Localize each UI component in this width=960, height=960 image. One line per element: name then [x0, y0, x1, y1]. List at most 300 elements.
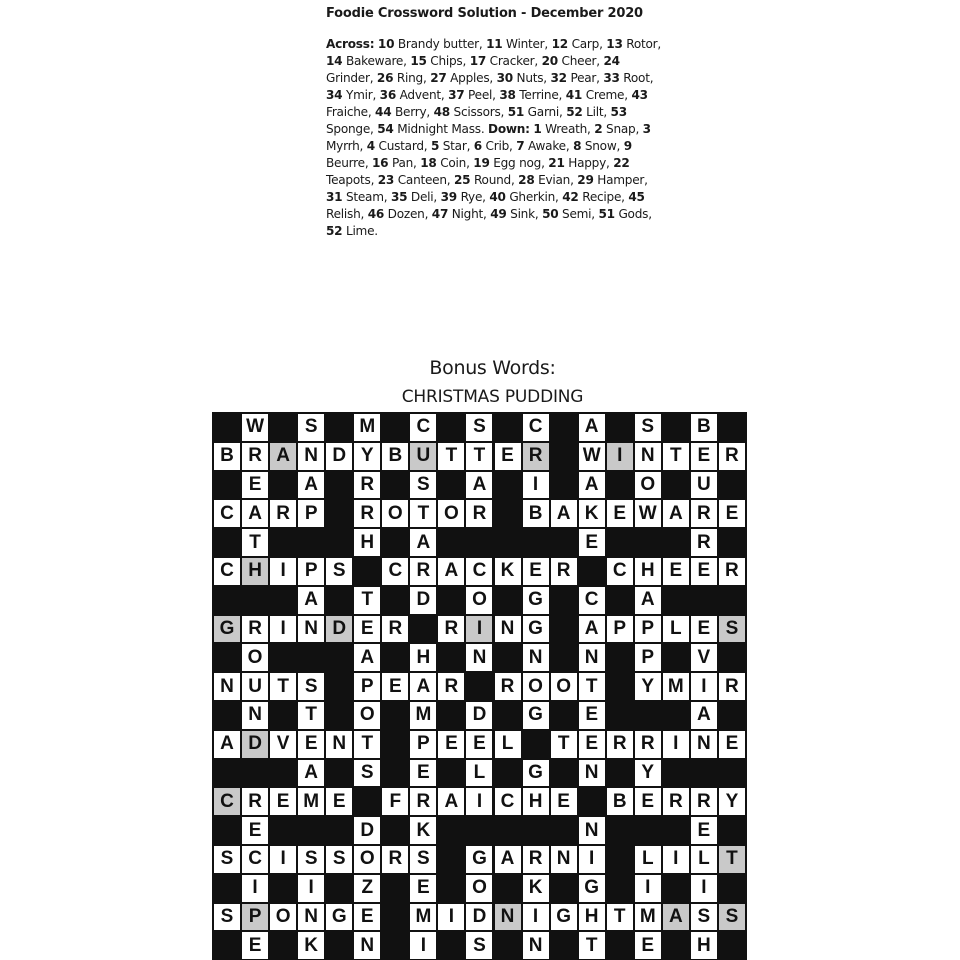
- grid-cell: E: [719, 731, 745, 758]
- grid-cell: T: [410, 500, 436, 527]
- clue-number: 17: [469, 54, 487, 68]
- grid-cell: G: [523, 587, 549, 614]
- grid-cell: M: [410, 904, 436, 931]
- clue-number: 37: [448, 88, 465, 102]
- clue-number: 46: [367, 207, 385, 221]
- grid-cell: V: [691, 644, 717, 671]
- grid-cell: G: [551, 904, 577, 931]
- grid-cell: S: [410, 846, 436, 873]
- grid-cell: A: [270, 443, 296, 470]
- grid-cell: T: [354, 731, 380, 758]
- grid-cell: A: [214, 731, 240, 758]
- grid-cell: B: [382, 443, 408, 470]
- clue-answer: Round: [473, 173, 511, 187]
- clue-number: 10: [377, 37, 395, 51]
- grid-cell: R: [719, 443, 745, 470]
- grid-cell: V: [270, 731, 296, 758]
- grid-cell: E: [719, 500, 745, 527]
- clue-number: 51: [507, 105, 525, 119]
- grid-cell: R: [466, 500, 492, 527]
- grid-cell: S: [466, 414, 492, 441]
- clue-number: 8: [573, 139, 582, 153]
- grid-cell: K: [410, 817, 436, 844]
- grid-cell: E: [410, 760, 436, 787]
- clue-number: 49: [490, 207, 507, 221]
- grid-cell: S: [466, 932, 492, 959]
- grid-cell: R: [495, 673, 521, 700]
- grid-cell: Y: [354, 443, 380, 470]
- clue-answer: Custard: [378, 139, 424, 153]
- clue-number: 31: [326, 190, 343, 204]
- grid-cell: T: [354, 587, 380, 614]
- clue-number: 36: [379, 88, 397, 102]
- clue-number: 52: [566, 105, 583, 119]
- grid-cell: P: [298, 558, 324, 585]
- grid-cell: R: [382, 616, 408, 643]
- grid-cell: Y: [635, 760, 661, 787]
- grid-cell: A: [466, 472, 492, 499]
- clue-answer: Cheer: [561, 54, 597, 68]
- clue-number: 21: [548, 156, 565, 170]
- grid-cell: O: [438, 500, 464, 527]
- clue-answer: Scissors: [453, 105, 501, 119]
- grid-cell: A: [579, 414, 605, 441]
- grid-cell: O: [242, 644, 268, 671]
- grid-cell: A: [495, 846, 521, 873]
- clue-answer: Lilt: [586, 105, 604, 119]
- grid-cell: R: [242, 616, 268, 643]
- clue-number: 42: [562, 190, 579, 204]
- grid-cell: T: [438, 443, 464, 470]
- grid-cell: A: [410, 673, 436, 700]
- grid-cell: S: [326, 846, 352, 873]
- clue-answer: Garni: [527, 105, 559, 119]
- grid-cell: S: [719, 904, 745, 931]
- grid-cell: A: [298, 472, 324, 499]
- grid-cell: P: [635, 644, 661, 671]
- grid-cell: N: [298, 904, 324, 931]
- clue-answer: Advent: [399, 88, 441, 102]
- solution-title: Foodie Crossword Solution - December 2020: [326, 6, 643, 21]
- clue-answer: Midnight Mass.: [397, 122, 485, 136]
- grid-cell: R: [607, 731, 633, 758]
- clue-number: 14: [326, 54, 343, 68]
- clue-number: 4: [366, 139, 375, 153]
- grid-cell: H: [523, 788, 549, 815]
- clue-answer: Coin: [440, 156, 467, 170]
- clue-number: 23: [377, 173, 395, 187]
- clue-number: 51: [598, 207, 615, 221]
- grid-cell: L: [466, 760, 492, 787]
- grid-cell: T: [579, 932, 605, 959]
- grid-cell: H: [410, 644, 436, 671]
- grid-cell: S: [298, 414, 324, 441]
- grid-cell: N: [523, 932, 549, 959]
- clue-answer: Crib: [485, 139, 510, 153]
- section-label: Down:: [488, 122, 530, 136]
- clue-number: 16: [372, 156, 389, 170]
- clue-number: 40: [489, 190, 506, 204]
- grid-cell: H: [242, 558, 268, 585]
- grid-cell: E: [579, 529, 605, 556]
- grid-cell: I: [663, 846, 689, 873]
- clue-number: 27: [430, 71, 447, 85]
- clue-answer: Bakeware: [345, 54, 404, 68]
- grid-cell: L: [691, 846, 717, 873]
- clue-number: 13: [606, 37, 623, 51]
- clue-answer: Canteen: [397, 173, 447, 187]
- clue-answer: Egg nog: [493, 156, 542, 170]
- grid-cell: B: [214, 443, 240, 470]
- clue-number: 34: [326, 88, 343, 102]
- grid-cell: N: [495, 904, 521, 931]
- grid-cell: E: [298, 731, 324, 758]
- clue-answer: Gods: [618, 207, 649, 221]
- grid-cell: O: [354, 702, 380, 729]
- grid-cell: E: [242, 932, 268, 959]
- clue-number: 41: [565, 88, 583, 102]
- grid-cell: O: [382, 500, 408, 527]
- clue-answer: Beurre: [326, 156, 365, 170]
- grid-cell: R: [551, 558, 577, 585]
- grid-cell: I: [438, 904, 464, 931]
- clue-answer: Recipe: [582, 190, 622, 204]
- grid-cell: A: [551, 500, 577, 527]
- grid-cell: D: [326, 443, 352, 470]
- clue-answer: Terrine: [519, 88, 559, 102]
- grid-cell: N: [635, 443, 661, 470]
- grid-cell: T: [270, 673, 296, 700]
- grid-cell: D: [410, 587, 436, 614]
- grid-cell: K: [523, 875, 549, 902]
- clue-number: 5: [430, 139, 440, 153]
- clue-answer: Gherkin: [509, 190, 556, 204]
- grid-cell: E: [579, 731, 605, 758]
- grid-cell: H: [691, 932, 717, 959]
- clue-number: 28: [518, 173, 535, 187]
- grid-cell: I: [270, 846, 296, 873]
- clue-number: 6: [473, 139, 482, 153]
- clue-number: 22: [613, 156, 630, 170]
- grid-cell: H: [354, 529, 380, 556]
- grid-cell: G: [523, 760, 549, 787]
- clue-answer: Deli: [410, 190, 434, 204]
- clue-number: 19: [473, 156, 490, 170]
- grid-cell: N: [579, 644, 605, 671]
- grid-cell: R: [354, 472, 380, 499]
- grid-cell: B: [607, 788, 633, 815]
- grid-cell: O: [466, 587, 492, 614]
- grid-cell: C: [523, 414, 549, 441]
- grid-cell: A: [579, 472, 605, 499]
- grid-cell: G: [466, 846, 492, 873]
- grid-cell: C: [214, 788, 240, 815]
- grid-cell: E: [691, 817, 717, 844]
- grid-cell: E: [691, 558, 717, 585]
- clue-answer: Snow: [584, 139, 617, 153]
- grid-cell: A: [354, 644, 380, 671]
- grid-cell: R: [242, 788, 268, 815]
- clue-number: 54: [377, 122, 394, 136]
- clue-answer: Winter: [506, 37, 545, 51]
- grid-cell: T: [663, 443, 689, 470]
- grid-cell: U: [242, 673, 268, 700]
- grid-cell: S: [635, 414, 661, 441]
- clue-answer: Rye: [460, 190, 483, 204]
- clue-answer: Hamper: [597, 173, 645, 187]
- clue-number: 52: [326, 224, 343, 238]
- grid-cell: B: [523, 500, 549, 527]
- clue-number: 48: [433, 105, 450, 119]
- clue-answer: Myrrh: [326, 139, 360, 153]
- clue-answer: Pan: [391, 156, 414, 170]
- clue-answer: Grinder: [326, 71, 370, 85]
- grid-cell: T: [607, 904, 633, 931]
- grid-cell: K: [579, 500, 605, 527]
- grid-cell: S: [214, 904, 240, 931]
- clue-answer: Carp: [571, 37, 600, 51]
- grid-cell: G: [523, 702, 549, 729]
- grid-cell: S: [298, 673, 324, 700]
- grid-cell: I: [691, 673, 717, 700]
- grid-cell: N: [579, 760, 605, 787]
- grid-cell: A: [691, 702, 717, 729]
- grid-cell: N: [214, 673, 240, 700]
- clue-answer: Happy: [568, 156, 606, 170]
- clue-answer: Snap: [606, 122, 636, 136]
- grid-cell: I: [270, 558, 296, 585]
- grid-cell: P: [607, 616, 633, 643]
- grid-cell: O: [551, 673, 577, 700]
- grid-cell: T: [242, 529, 268, 556]
- grid-cell: B: [691, 414, 717, 441]
- grid-cell: I: [607, 443, 633, 470]
- grid-cell: M: [635, 904, 661, 931]
- grid-cell: N: [551, 846, 577, 873]
- grid-cell: C: [466, 558, 492, 585]
- grid-cell: N: [691, 731, 717, 758]
- grid-cell: R: [691, 529, 717, 556]
- grid-cell: R: [410, 558, 436, 585]
- grid-cell: O: [354, 846, 380, 873]
- grid-cell: T: [466, 443, 492, 470]
- clue-answer: Ymir: [345, 88, 373, 102]
- grid-cell: M: [410, 702, 436, 729]
- grid-cell: C: [214, 500, 240, 527]
- grid-cell: C: [495, 788, 521, 815]
- grid-cell: R: [691, 500, 717, 527]
- grid-cell: G: [523, 616, 549, 643]
- grid-cell: A: [298, 760, 324, 787]
- clue-number: 33: [603, 71, 620, 85]
- grid-cell: N: [466, 644, 492, 671]
- clue-answer: Peel: [468, 88, 493, 102]
- bonus-words-heading: Bonus Words:: [429, 357, 556, 379]
- grid-cell: M: [298, 788, 324, 815]
- grid-cell: K: [298, 932, 324, 959]
- grid-cell: E: [635, 788, 661, 815]
- clue-answer: Semi: [562, 207, 592, 221]
- clue-number: 15: [410, 54, 427, 68]
- clue-answer: Sponge: [326, 122, 371, 136]
- crossword-grid: [213, 413, 746, 960]
- grid-cell: E: [410, 875, 436, 902]
- grid-cell: E: [607, 500, 633, 527]
- grid-cell: E: [663, 558, 689, 585]
- clue-number: 11: [486, 37, 503, 51]
- clue-answer: Sink: [510, 207, 535, 221]
- grid-cell: E: [354, 904, 380, 931]
- grid-cell: I: [270, 616, 296, 643]
- grid-cell: L: [663, 616, 689, 643]
- grid-cell: E: [382, 673, 408, 700]
- clue-number: 53: [610, 105, 627, 119]
- clue-answer: Evian: [538, 173, 571, 187]
- clue-answer: Chips: [430, 54, 463, 68]
- grid-cell: G: [214, 616, 240, 643]
- grid-cell: O: [523, 673, 549, 700]
- clue-answer: Fraiche: [326, 105, 368, 119]
- grid-cell: D: [326, 616, 352, 643]
- solution-clues: Across: 10 Brandy butter, 11 Winter, 12 Carp, 13 Rotor, 14 Bakeware, 15 Chips, 17 Cracker, 20 Cheer, 24 Grinder, 26 Ring, 27 Apples, 30 Nuts, 32 Pear, 33 Root, 34 Ymir, 36 Advent, 37 Peel, 38 Terrine, 41 Creme, 43 Fraiche, 44 Berry, 48 Scissors, 51 Garni, 52 Lilt, 53 Sponge, 54 Midnight Mass. Down: 1 Wreath, 2 Snap, 3 Myrrh, 4 Custard, 5 Star, 6 Crib, 7 Awake, 8 Snow, 9 Beurre, 16 Pan, 18 Coin, 19 Egg nog, 21 Happy, 22 Teapots, 23 Canteen, 25 Round, 28 Evian, 29 Hamper, 31 Steam, 35 Deli, 39 Rye, 40 Gherkin, 42 Recipe, 45 Relish, 46 Dozen, 47 Night, 49 Sink, 50 Semi, 51 Gods, 52 Lime.: [326, 37, 661, 238]
- grid-cell: E: [635, 932, 661, 959]
- clue-answer: Cracker: [489, 54, 535, 68]
- grid-cell: O: [466, 875, 492, 902]
- grid-cell: N: [354, 932, 380, 959]
- clue-answer: Apples: [450, 71, 490, 85]
- grid-cell: R: [438, 616, 464, 643]
- grid-cell: C: [607, 558, 633, 585]
- grid-cell: A: [663, 500, 689, 527]
- grid-cell: R: [242, 443, 268, 470]
- grid-cell: C: [382, 558, 408, 585]
- grid-cell: E: [438, 731, 464, 758]
- clue-answer: Rotor: [626, 37, 658, 51]
- grid-cell: E: [242, 817, 268, 844]
- grid-cell: R: [635, 731, 661, 758]
- grid-cell: A: [438, 788, 464, 815]
- grid-cell: P: [298, 500, 324, 527]
- grid-cell: I: [242, 875, 268, 902]
- grid-cell: R: [270, 500, 296, 527]
- grid-cell: S: [410, 472, 436, 499]
- grid-cell: R: [719, 673, 745, 700]
- grid-cell: N: [495, 616, 521, 643]
- grid-cell: W: [635, 500, 661, 527]
- clue-number: 30: [496, 71, 513, 85]
- clue-number: 18: [420, 156, 437, 170]
- grid-cell: R: [438, 673, 464, 700]
- grid-cell: A: [298, 587, 324, 614]
- grid-cell: A: [410, 529, 436, 556]
- clue-answer: Berry: [394, 105, 427, 119]
- grid-cell: A: [663, 904, 689, 931]
- grid-cell: T: [579, 673, 605, 700]
- grid-cell: H: [579, 904, 605, 931]
- grid-cell: L: [635, 846, 661, 873]
- grid-cell: R: [354, 500, 380, 527]
- clue-number: 7: [516, 139, 525, 153]
- grid-cell: E: [270, 788, 296, 815]
- grid-cell: S: [214, 846, 240, 873]
- grid-cell: W: [579, 443, 605, 470]
- clue-answer: Night: [451, 207, 483, 221]
- grid-cell: N: [523, 644, 549, 671]
- clue-number: 9: [623, 139, 632, 153]
- clue-answer: Teapots: [326, 173, 371, 187]
- grid-cell: A: [242, 500, 268, 527]
- clue-number: 47: [431, 207, 449, 221]
- grid-cell: I: [635, 875, 661, 902]
- clue-number: 24: [603, 54, 620, 68]
- clue-number: 38: [499, 88, 516, 102]
- clue-number: 1: [533, 122, 542, 136]
- clue-answer: Root: [623, 71, 650, 85]
- grid-cell: I: [523, 904, 549, 931]
- clue-answer: Ring: [396, 71, 423, 85]
- grid-cell: Z: [354, 875, 380, 902]
- bonus-words-answer: CHRISTMAS PUDDING: [401, 387, 584, 407]
- grid-cell: E: [466, 731, 492, 758]
- clue-number: 44: [375, 105, 392, 119]
- grid-cell: D: [466, 702, 492, 729]
- grid-cell: T: [298, 702, 324, 729]
- grid-cell: N: [298, 443, 324, 470]
- grid-cell: N: [298, 616, 324, 643]
- grid-cell: W: [242, 414, 268, 441]
- clue-answer: Star: [442, 139, 467, 153]
- clue-number: 39: [440, 190, 457, 204]
- clue-number: 26: [376, 71, 394, 85]
- clue-number: 12: [551, 37, 568, 51]
- clue-answer: Awake: [528, 139, 566, 153]
- grid-cell: E: [523, 558, 549, 585]
- grid-cell: E: [354, 616, 380, 643]
- grid-cell: N: [579, 817, 605, 844]
- grid-cell: A: [579, 616, 605, 643]
- grid-cell: C: [410, 414, 436, 441]
- grid-cell: E: [691, 443, 717, 470]
- grid-cell: P: [242, 904, 268, 931]
- clue-answer: Lime.: [345, 224, 378, 238]
- clue-number: 32: [550, 71, 567, 85]
- grid-cell: S: [691, 904, 717, 931]
- grid-cell: K: [495, 558, 521, 585]
- grid-cell: E: [551, 788, 577, 815]
- grid-cell: R: [719, 558, 745, 585]
- grid-cell: E: [326, 788, 352, 815]
- grid-cell: I: [466, 788, 492, 815]
- grid-cell: L: [495, 731, 521, 758]
- grid-cell: E: [579, 702, 605, 729]
- grid-cell: N: [326, 731, 352, 758]
- grid-cell: C: [214, 558, 240, 585]
- grid-cell: S: [326, 558, 352, 585]
- grid-cell: G: [326, 904, 352, 931]
- grid-cell: I: [691, 875, 717, 902]
- grid-cell: D: [354, 817, 380, 844]
- clue-answer: Creme: [585, 88, 625, 102]
- grid-cell: R: [523, 846, 549, 873]
- clue-number: 35: [390, 190, 408, 204]
- clue-answer: Pear: [570, 71, 597, 85]
- grid-cell: G: [579, 875, 605, 902]
- grid-cell: Y: [719, 788, 745, 815]
- grid-cell: C: [242, 846, 268, 873]
- grid-cell: P: [410, 731, 436, 758]
- grid-cell: N: [242, 702, 268, 729]
- grid-cell: R: [691, 788, 717, 815]
